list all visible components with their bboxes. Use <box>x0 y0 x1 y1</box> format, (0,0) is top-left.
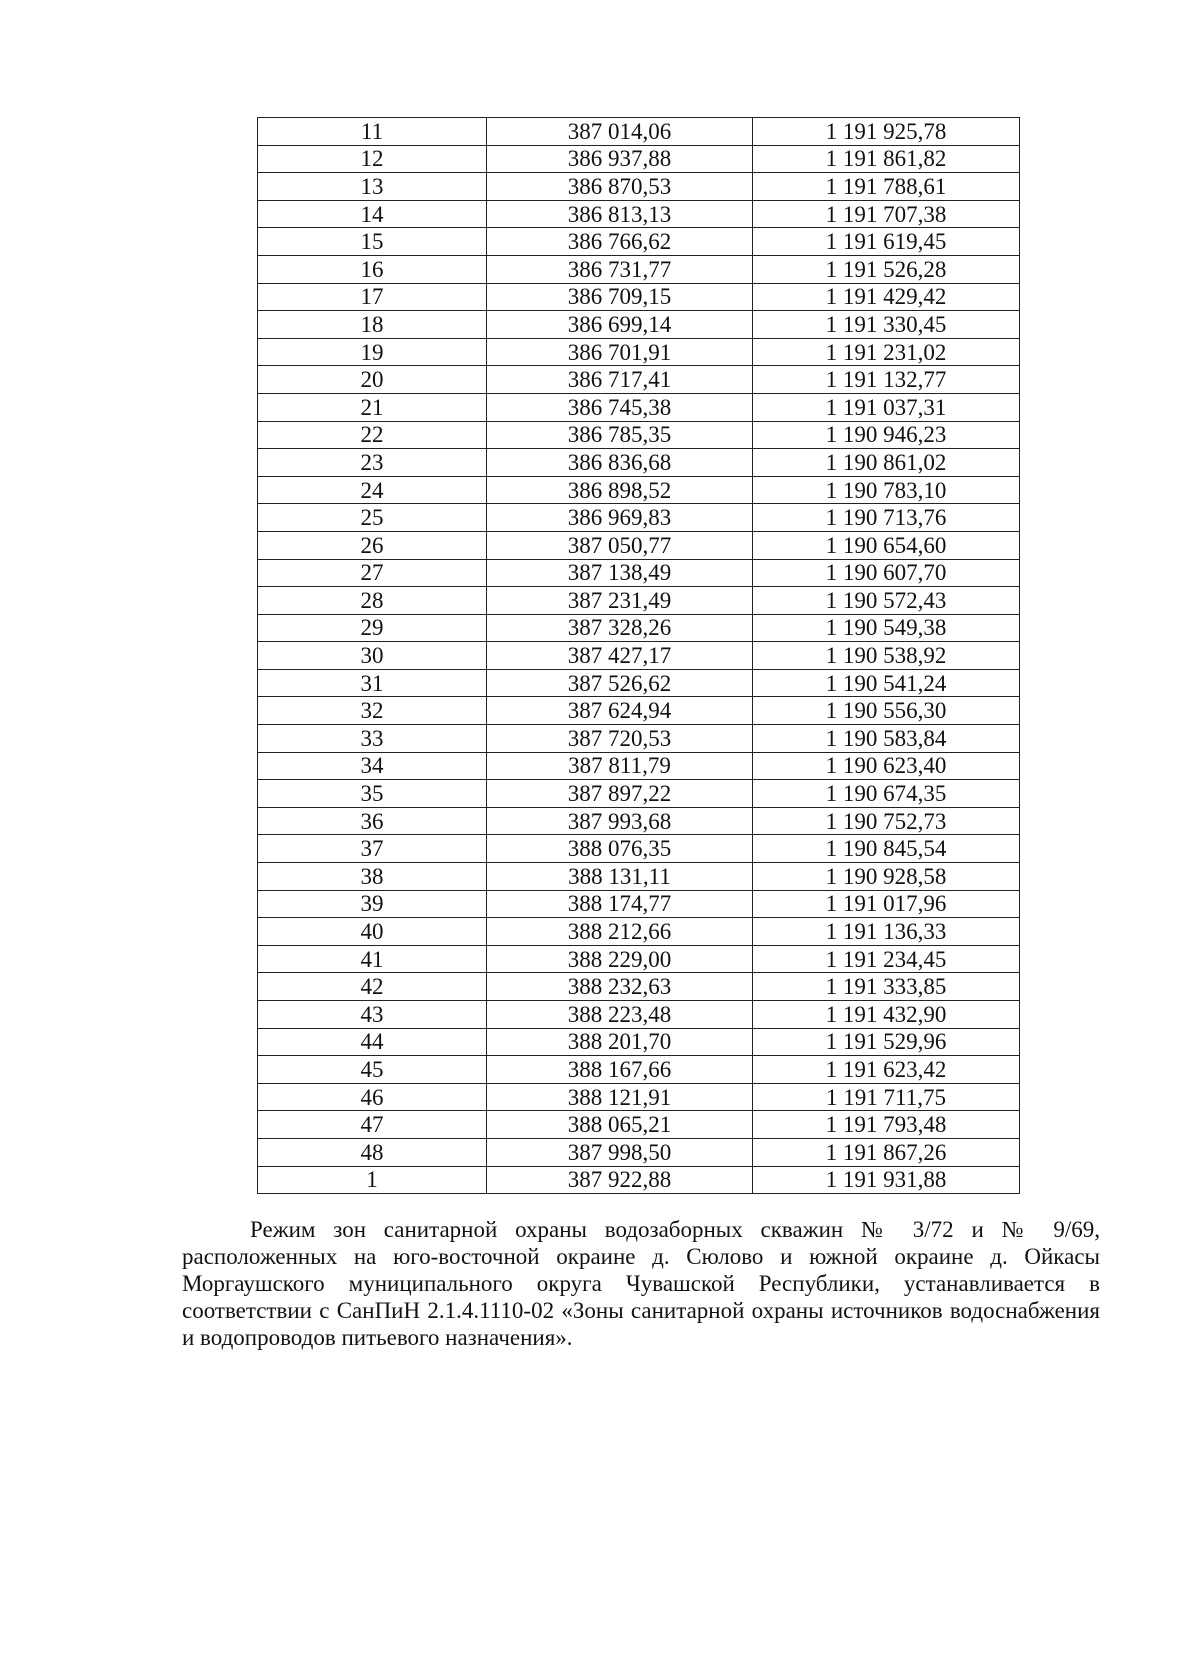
table-row <box>258 476 1020 504</box>
x-coordinate-cell: 386 898,52 <box>487 476 753 504</box>
point-number-cell: 40 <box>258 918 487 946</box>
table-row <box>258 228 1020 256</box>
table-row <box>258 449 1020 477</box>
y-coordinate-cell: 1 191 037,31 <box>753 393 1020 421</box>
table-row <box>258 697 1020 725</box>
point-number-cell: 15 <box>258 228 487 256</box>
y-coordinate-cell: 1 191 619,45 <box>753 228 1020 256</box>
point-number-cell: 31 <box>258 669 487 697</box>
point-number-cell: 34 <box>258 752 487 780</box>
y-coordinate-cell: 1 190 674,35 <box>753 780 1020 808</box>
point-number-cell: 22 <box>258 421 487 449</box>
point-number-cell: 45 <box>258 1056 487 1084</box>
point-number-cell: 20 <box>258 366 487 394</box>
point-number-cell: 19 <box>258 338 487 366</box>
y-coordinate-cell: 1 191 931,88 <box>753 1166 1020 1194</box>
x-coordinate-cell: 386 766,62 <box>487 228 753 256</box>
x-coordinate-cell: 388 065,21 <box>487 1111 753 1139</box>
point-number-cell: 11 <box>258 118 487 146</box>
table-row <box>258 504 1020 532</box>
point-number-cell: 30 <box>258 642 487 670</box>
point-number-cell: 17 <box>258 283 487 311</box>
y-coordinate-cell: 1 191 867,26 <box>753 1138 1020 1166</box>
table-row <box>258 863 1020 891</box>
point-number-cell: 43 <box>258 1001 487 1029</box>
y-coordinate-cell: 1 190 861,02 <box>753 449 1020 477</box>
x-coordinate-cell: 387 998,50 <box>487 1138 753 1166</box>
x-coordinate-cell: 387 993,68 <box>487 807 753 835</box>
x-coordinate-cell: 386 709,15 <box>487 283 753 311</box>
x-coordinate-cell: 388 121,91 <box>487 1083 753 1111</box>
y-coordinate-cell: 1 190 713,76 <box>753 504 1020 532</box>
y-coordinate-cell: 1 190 946,23 <box>753 421 1020 449</box>
point-number-cell: 23 <box>258 449 487 477</box>
y-coordinate-cell: 1 191 132,77 <box>753 366 1020 394</box>
table-row <box>258 642 1020 670</box>
y-coordinate-cell: 1 190 623,40 <box>753 752 1020 780</box>
table-row <box>258 173 1020 201</box>
x-coordinate-cell: 387 624,94 <box>487 697 753 725</box>
x-coordinate-cell: 387 922,88 <box>487 1166 753 1194</box>
table-row <box>258 1028 1020 1056</box>
coordinates-table <box>257 117 1020 1194</box>
point-number-cell: 41 <box>258 945 487 973</box>
table-row <box>258 283 1020 311</box>
table-row <box>258 1083 1020 1111</box>
y-coordinate-cell: 1 191 231,02 <box>753 338 1020 366</box>
point-number-cell: 18 <box>258 311 487 339</box>
point-number-cell: 21 <box>258 393 487 421</box>
x-coordinate-cell: 388 232,63 <box>487 973 753 1001</box>
point-number-cell: 1 <box>258 1166 487 1194</box>
x-coordinate-cell: 387 897,22 <box>487 780 753 808</box>
table-row <box>258 200 1020 228</box>
x-coordinate-cell: 388 167,66 <box>487 1056 753 1084</box>
y-coordinate-cell: 1 190 928,58 <box>753 863 1020 891</box>
table-row <box>258 587 1020 615</box>
point-number-cell: 27 <box>258 559 487 587</box>
y-coordinate-cell: 1 191 136,33 <box>753 918 1020 946</box>
y-coordinate-cell: 1 191 526,28 <box>753 255 1020 283</box>
point-number-cell: 12 <box>258 145 487 173</box>
table-row <box>258 835 1020 863</box>
y-coordinate-cell: 1 190 541,24 <box>753 669 1020 697</box>
table-row <box>258 393 1020 421</box>
table-row <box>258 1138 1020 1166</box>
y-coordinate-cell: 1 191 711,75 <box>753 1083 1020 1111</box>
table-row <box>258 559 1020 587</box>
table-row <box>258 118 1020 146</box>
table-row <box>258 669 1020 697</box>
x-coordinate-cell: 388 212,66 <box>487 918 753 946</box>
y-coordinate-cell: 1 190 538,92 <box>753 642 1020 670</box>
point-number-cell: 47 <box>258 1111 487 1139</box>
point-number-cell: 48 <box>258 1138 487 1166</box>
table-row <box>258 1056 1020 1084</box>
point-number-cell: 46 <box>258 1083 487 1111</box>
x-coordinate-cell: 388 174,77 <box>487 890 753 918</box>
point-number-cell: 33 <box>258 725 487 753</box>
table-row <box>258 421 1020 449</box>
x-coordinate-cell: 387 014,06 <box>487 118 753 146</box>
y-coordinate-cell: 1 190 583,84 <box>753 725 1020 753</box>
y-coordinate-cell: 1 190 607,70 <box>753 559 1020 587</box>
point-number-cell: 14 <box>258 200 487 228</box>
point-number-cell: 39 <box>258 890 487 918</box>
x-coordinate-cell: 388 201,70 <box>487 1028 753 1056</box>
table-row <box>258 780 1020 808</box>
table-row <box>258 973 1020 1001</box>
x-coordinate-cell: 386 836,68 <box>487 449 753 477</box>
x-coordinate-cell: 388 076,35 <box>487 835 753 863</box>
y-coordinate-cell: 1 191 793,48 <box>753 1111 1020 1139</box>
y-coordinate-cell: 1 190 549,38 <box>753 614 1020 642</box>
point-number-cell: 44 <box>258 1028 487 1056</box>
y-coordinate-cell: 1 191 925,78 <box>753 118 1020 146</box>
x-coordinate-cell: 387 231,49 <box>487 587 753 615</box>
point-number-cell: 36 <box>258 807 487 835</box>
table-row <box>258 311 1020 339</box>
point-number-cell: 29 <box>258 614 487 642</box>
point-number-cell: 42 <box>258 973 487 1001</box>
table-row <box>258 366 1020 394</box>
point-number-cell: 13 <box>258 173 487 201</box>
table-row <box>258 752 1020 780</box>
coordinates-table-body <box>258 118 1020 1194</box>
x-coordinate-cell: 386 813,13 <box>487 200 753 228</box>
y-coordinate-cell: 1 191 861,82 <box>753 145 1020 173</box>
y-coordinate-cell: 1 190 556,30 <box>753 697 1020 725</box>
table-row <box>258 255 1020 283</box>
point-number-cell: 32 <box>258 697 487 725</box>
point-number-cell: 28 <box>258 587 487 615</box>
x-coordinate-cell: 386 701,91 <box>487 338 753 366</box>
x-coordinate-cell: 386 745,38 <box>487 393 753 421</box>
x-coordinate-cell: 386 785,35 <box>487 421 753 449</box>
y-coordinate-cell: 1 190 845,54 <box>753 835 1020 863</box>
table-row <box>258 945 1020 973</box>
y-coordinate-cell: 1 191 623,42 <box>753 1056 1020 1084</box>
x-coordinate-cell: 386 699,14 <box>487 311 753 339</box>
x-coordinate-cell: 386 731,77 <box>487 255 753 283</box>
table-row <box>258 918 1020 946</box>
x-coordinate-cell: 388 229,00 <box>487 945 753 973</box>
x-coordinate-cell: 386 870,53 <box>487 173 753 201</box>
y-coordinate-cell: 1 191 707,38 <box>753 200 1020 228</box>
table-row <box>258 338 1020 366</box>
y-coordinate-cell: 1 191 788,61 <box>753 173 1020 201</box>
point-number-cell: 35 <box>258 780 487 808</box>
point-number-cell: 25 <box>258 504 487 532</box>
point-number-cell: 16 <box>258 255 487 283</box>
x-coordinate-cell: 388 131,11 <box>487 863 753 891</box>
x-coordinate-cell: 387 526,62 <box>487 669 753 697</box>
sanitary-zone-regime-paragraph: Режим зон санитарной охраны водозаборных скважин № 3/72 и № 9/69, расположенных на юго-восточной окраине д. Сюлово и южной окраине д. Ойкасы Моргаушского муниципального округа Чувашской Республики, устанавливается в соответствии с СанПиН 2.1.4.1110-02 «Зоны санитарной охраны источников водоснабжения и водопроводов питьевого назначения». <box>182 1217 1100 1350</box>
table-row <box>258 145 1020 173</box>
table-row <box>258 1001 1020 1029</box>
table-row <box>258 807 1020 835</box>
y-coordinate-cell: 1 190 752,73 <box>753 807 1020 835</box>
x-coordinate-cell: 387 328,26 <box>487 614 753 642</box>
x-coordinate-cell: 387 720,53 <box>487 725 753 753</box>
y-coordinate-cell: 1 191 234,45 <box>753 945 1020 973</box>
y-coordinate-cell: 1 190 572,43 <box>753 587 1020 615</box>
y-coordinate-cell: 1 191 017,96 <box>753 890 1020 918</box>
x-coordinate-cell: 386 969,83 <box>487 504 753 532</box>
y-coordinate-cell: 1 191 529,96 <box>753 1028 1020 1056</box>
x-coordinate-cell: 386 937,88 <box>487 145 753 173</box>
x-coordinate-cell: 386 717,41 <box>487 366 753 394</box>
x-coordinate-cell: 387 811,79 <box>487 752 753 780</box>
y-coordinate-cell: 1 191 333,85 <box>753 973 1020 1001</box>
point-number-cell: 26 <box>258 531 487 559</box>
table-row <box>258 1166 1020 1194</box>
x-coordinate-cell: 387 138,49 <box>487 559 753 587</box>
table-row <box>258 890 1020 918</box>
x-coordinate-cell: 387 050,77 <box>487 531 753 559</box>
y-coordinate-cell: 1 191 429,42 <box>753 283 1020 311</box>
point-number-cell: 38 <box>258 863 487 891</box>
y-coordinate-cell: 1 190 783,10 <box>753 476 1020 504</box>
table-row <box>258 614 1020 642</box>
point-number-cell: 37 <box>258 835 487 863</box>
x-coordinate-cell: 388 223,48 <box>487 1001 753 1029</box>
y-coordinate-cell: 1 191 432,90 <box>753 1001 1020 1029</box>
y-coordinate-cell: 1 190 654,60 <box>753 531 1020 559</box>
table-row <box>258 1111 1020 1139</box>
table-row <box>258 725 1020 753</box>
point-number-cell: 24 <box>258 476 487 504</box>
x-coordinate-cell: 387 427,17 <box>487 642 753 670</box>
table-row <box>258 531 1020 559</box>
y-coordinate-cell: 1 191 330,45 <box>753 311 1020 339</box>
